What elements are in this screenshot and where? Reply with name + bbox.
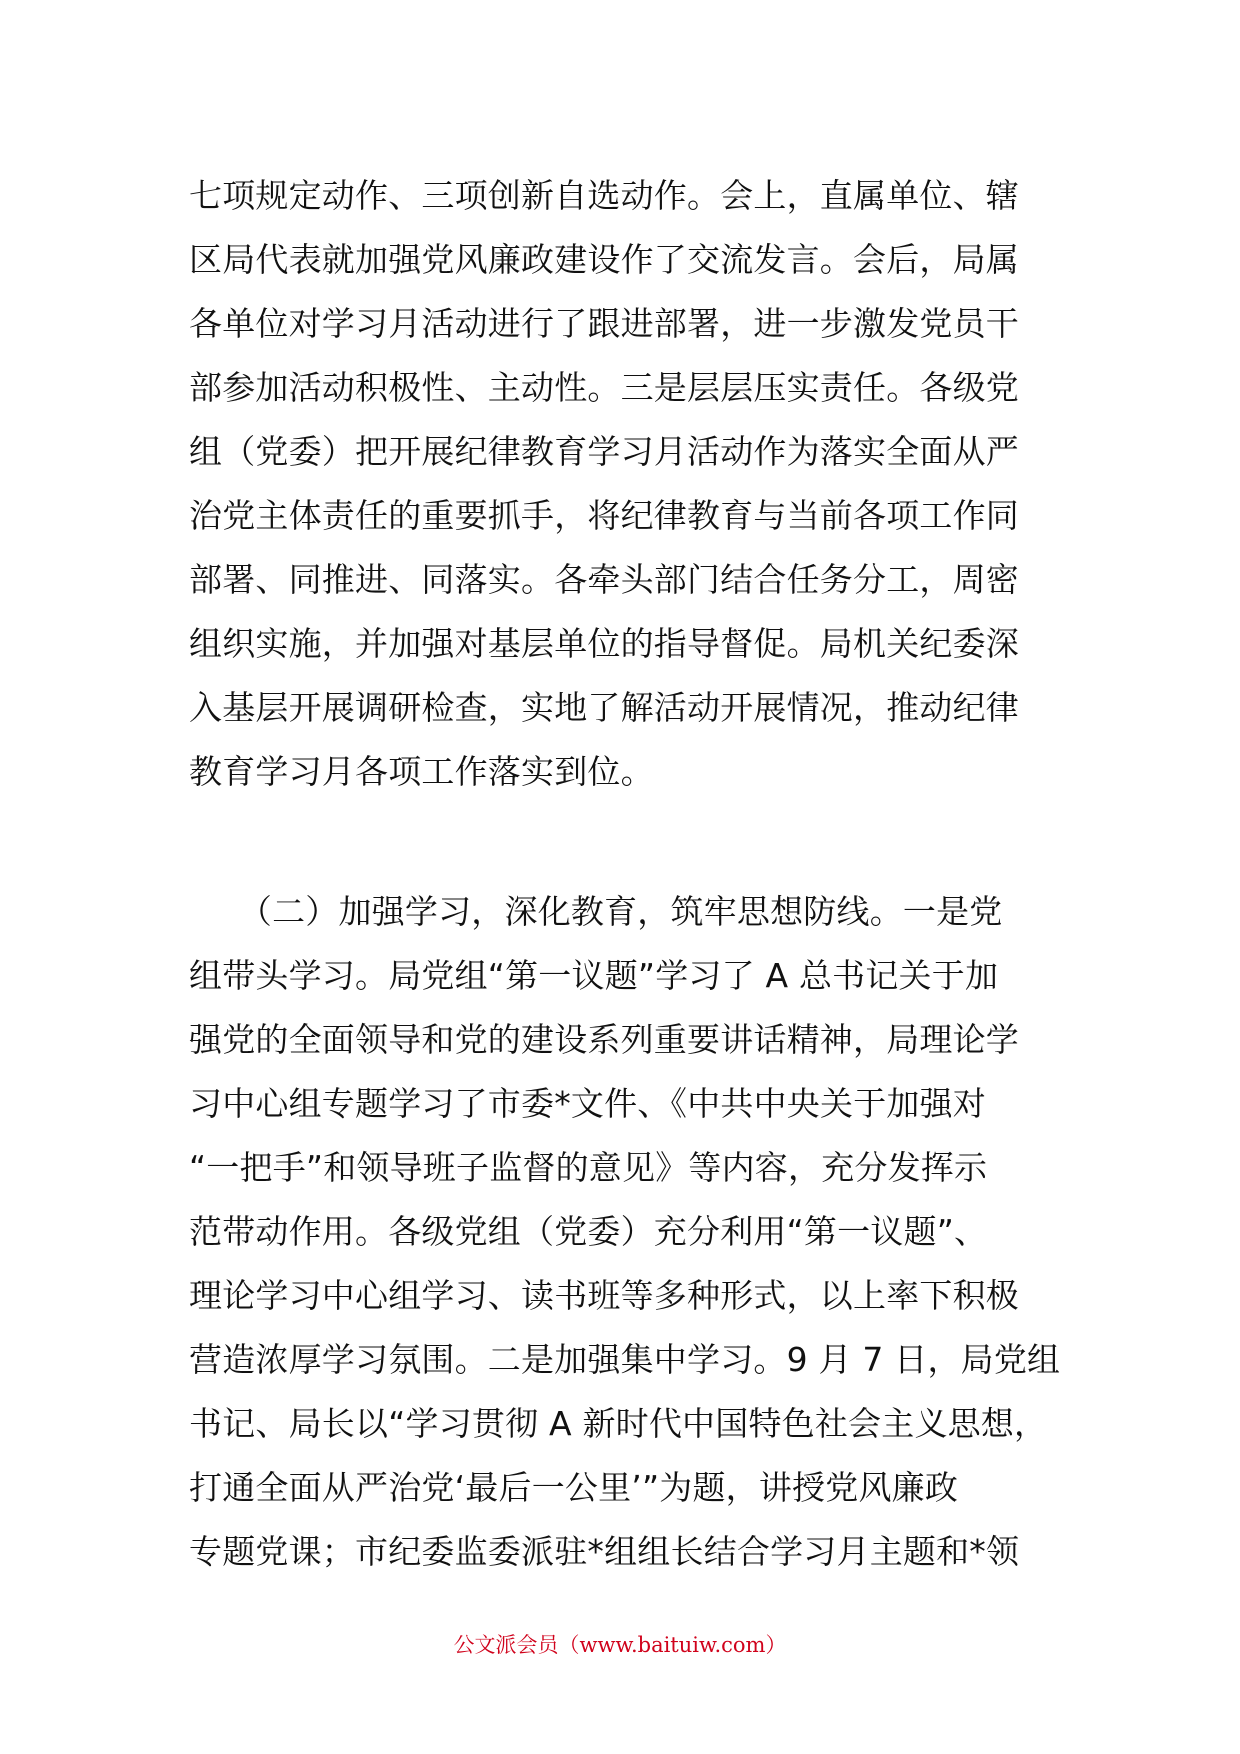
text-line: 专题党课；市纪委监委派驻*组组长结合学习月主题和*领 [189, 1532, 1020, 1571]
text-line: 打通全面从严治党‘最后一公里’”为题，讲授党风廉政 [189, 1468, 959, 1507]
text-line: 各单位对学习月活动进行了跟进部署，进一步激发党员干 [189, 304, 1019, 343]
text-line: 区局代表就加强党风廉政建设作了交流发言。会后，局属 [189, 240, 1019, 279]
footer-watermark-link: 公文派会员（www.baituiw.com） [453, 1633, 787, 1657]
text-line: 部署、同推进、同落实。各牵头部门结合任务分工，周密 [189, 560, 1019, 599]
text-line: 理论学习中心组学习、读书班等多种形式，以上率下积极 [189, 1276, 1019, 1315]
text-line: 营造浓厚学习氛围。二是加强集中学习。9 月 7 日，局党组 [189, 1340, 1061, 1379]
text-line: 组（党委）把开展纪律教育学习月活动作为落实全面从严 [189, 432, 1019, 471]
text-line: “一把手”和领导班子监督的意见》等内容，充分发挥示 [189, 1148, 988, 1187]
paragraph-2 [189, 880, 1061, 1584]
text-line: 七项规定动作、三项创新自选动作。会上，直属单位、辖 [189, 176, 1019, 215]
text-line: 教育学习月各项工作落实到位。 [189, 752, 654, 791]
text-line: 入基层开展调研检查，实地了解活动开展情况，推动纪律 [189, 688, 1019, 727]
text-line: 习中心组专题学习了市委*文件、《中共中央关于加强对 [189, 1084, 986, 1123]
text-line: 组织实施，并加强对基层单位的指导督促。局机关纪委深 [189, 624, 1019, 663]
text-line: 强党的全面领导和党的建设系列重要讲话精神，局理论学 [189, 1020, 1019, 1059]
text-line: 组带头学习。局党组“第一议题”学习了 A 总书记关于加 [189, 956, 999, 995]
paragraph-1 [189, 164, 1061, 804]
text-line: 书记、局长以“学习贯彻 A 新时代中国特色社会主义思想， [189, 1404, 1048, 1443]
text-line: 部参加活动积极性、主动性。三是层层压实责任。各级党 [189, 368, 1019, 407]
text-line: 治党主体责任的重要抓手，将纪律教育与当前各项工作同 [189, 496, 1019, 535]
text-line: （二）加强学习，深化教育，筑牢思想防线。一是党 [189, 892, 1003, 931]
text-line: 范带动作用。各级党组（党委）充分利用“第一议题”、 [189, 1212, 988, 1251]
